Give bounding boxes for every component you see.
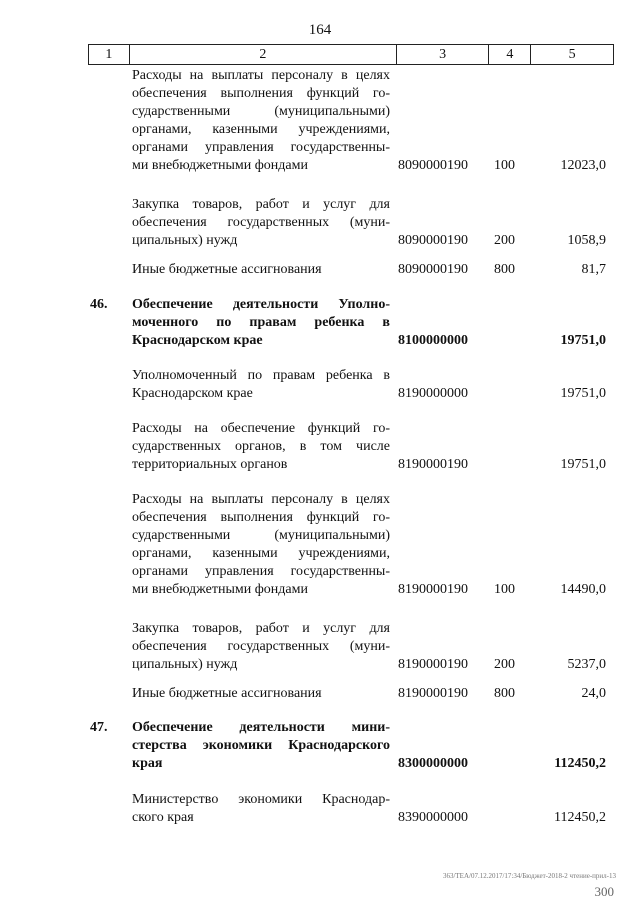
row-code: 8090000190 [398, 233, 468, 248]
description-line: Расходы на обеспечение функций го- [132, 421, 390, 436]
description-line: Уполномоченный по правам ребенка в [132, 368, 390, 383]
row-description [132, 261, 390, 279]
description-line: органами управления государственны- [132, 564, 390, 579]
description-line: территориальных органов [132, 457, 288, 472]
row-amount: 81,7 [581, 262, 606, 277]
row-description [132, 620, 390, 674]
description-line: Расходы на выплаты персоналу в целях [132, 68, 390, 83]
row-amount: 112450,2 [554, 756, 606, 771]
column-header-4: 4 [489, 45, 531, 64]
row-description [132, 367, 390, 403]
description-line: сударственными (муниципальными) [132, 528, 390, 543]
row-amount: 19751,0 [560, 386, 606, 401]
footer-stamp: 363/ТЕА/07.12.2017/17:34/Бюджет-2018-2 чтение-прил-13 [442, 872, 616, 880]
row-description [132, 296, 390, 350]
description-line: органами, казенными учреждениями, [132, 546, 390, 561]
description-line: края [132, 756, 163, 771]
description-line: органами, казенными учреждениями, [132, 122, 390, 137]
row-amount: 12023,0 [560, 158, 606, 173]
row-code: 8190000190 [398, 657, 468, 672]
description-line: ми внебюджетными фондами [132, 158, 308, 173]
row-description [132, 685, 390, 703]
description-line: ми внебюджетными фондами [132, 582, 308, 597]
row-expense-type: 800 [494, 686, 515, 701]
row-code: 8190000000 [398, 386, 468, 401]
row-expense-type: 200 [494, 233, 515, 248]
column-header-2: 2 [130, 45, 397, 64]
description-line: ского края [132, 810, 194, 825]
page-number: 164 [308, 22, 332, 38]
row-code: 8090000190 [398, 262, 468, 277]
description-line: Иные бюджетные ассигнования [132, 686, 322, 701]
description-line: обеспечения государственных (муни- [132, 215, 390, 230]
row-number: 47. [90, 720, 108, 735]
row-number: 46. [90, 297, 108, 312]
description-line: Закупка товаров, работ и услуг для [132, 197, 390, 212]
description-line: моченного по правам ребенка в [132, 315, 390, 330]
description-line: ципальных) нужд [132, 657, 238, 672]
row-code: 8190000190 [398, 686, 468, 701]
row-code: 8190000190 [398, 582, 468, 597]
row-expense-type: 100 [494, 582, 515, 597]
description-line: Министерство экономики Краснодар- [132, 792, 390, 807]
sheet-number: 300 [594, 884, 614, 899]
row-description [132, 791, 390, 827]
row-code: 8090000190 [398, 158, 468, 173]
description-line: стерства экономики Краснодарского [132, 738, 390, 753]
row-amount: 1058,9 [567, 233, 606, 248]
description-line: Обеспечение деятельности Уполно- [132, 297, 390, 312]
row-amount: 19751,0 [560, 457, 606, 472]
description-line: Краснодарском крае [132, 333, 263, 348]
row-description [132, 420, 390, 474]
row-amount: 14490,0 [560, 582, 606, 597]
row-description [132, 719, 390, 773]
column-header-1: 1 [89, 45, 130, 64]
row-code: 8390000000 [398, 810, 468, 825]
description-line: обеспечения выполнения функций го- [132, 86, 390, 101]
row-description [132, 67, 390, 175]
row-code: 8190000190 [398, 457, 468, 472]
row-amount: 24,0 [581, 686, 606, 701]
description-line: обеспечения выполнения функций го- [132, 510, 390, 525]
description-line: обеспечения государственных (муни- [132, 639, 390, 654]
description-line: ципальных) нужд [132, 233, 238, 248]
description-line: Краснодарском крае [132, 386, 253, 401]
row-amount: 19751,0 [560, 333, 606, 348]
table-header [88, 44, 614, 65]
row-expense-type: 800 [494, 262, 515, 277]
row-description [132, 491, 390, 599]
row-amount: 5237,0 [567, 657, 606, 672]
description-line: Расходы на выплаты персоналу в целях [132, 492, 390, 507]
description-line: Закупка товаров, работ и услуг для [132, 621, 390, 636]
row-code: 8100000000 [398, 333, 468, 348]
row-code: 8300000000 [398, 756, 468, 771]
description-line: Иные бюджетные ассигнования [132, 262, 322, 277]
row-expense-type: 100 [494, 158, 515, 173]
column-header-3: 3 [397, 45, 490, 64]
description-line: сударственных органов, в том числе [132, 439, 390, 454]
description-line: сударственными (муниципальными) [132, 104, 390, 119]
row-expense-type: 200 [494, 657, 515, 672]
description-line: Обеспечение деятельности мини- [132, 720, 390, 735]
row-amount: 112450,2 [554, 810, 606, 825]
row-description [132, 196, 390, 250]
description-line: органами управления государственны- [132, 140, 390, 155]
column-header-5: 5 [568, 47, 576, 62]
